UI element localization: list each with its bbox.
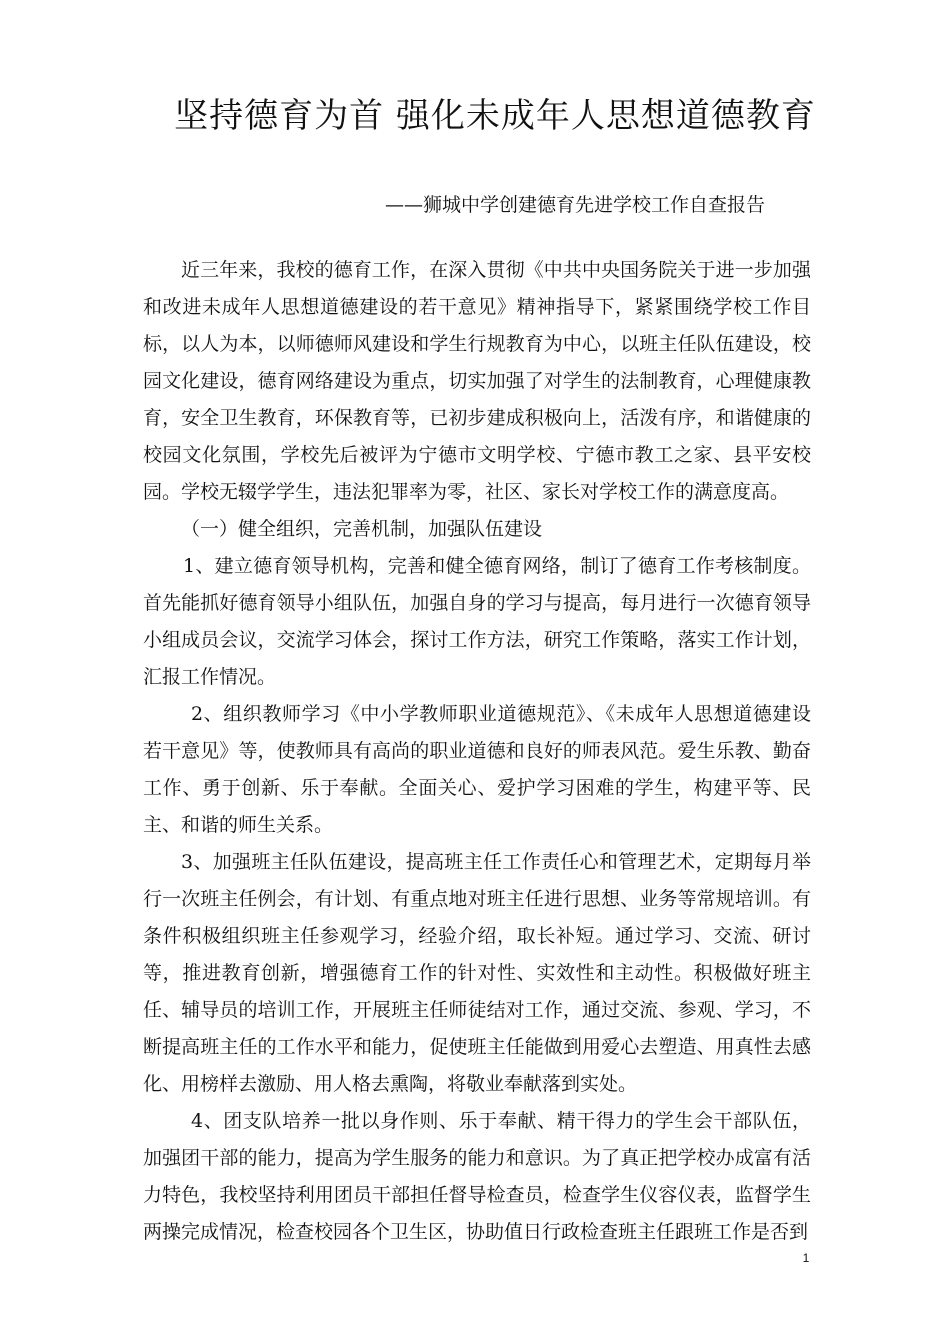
paragraph-item-1: 1、建立德育领导机构，完善和健全德育网络，制订了德育工作考核制度。首先能抓好德育领导小组队伍，加强自身的学习与提高，每月进行一次德育领导小组成员会议，交流学习体会，探讨工作方法，研究工作策略，落实工作计划，汇报工作情况。 [143,555,811,688]
document-subtitle: ——狮城中学创建德育先进学校工作自查报告 [385,194,766,216]
document-body [143,252,811,1251]
paragraph-item-2: 2、组织教师学习《中小学教师职业道德规范》、《未成年人思想道德建设若干意见》等，使教师具有高尚的职业道德和良好的师表风范。爱生乐教、勤奋工作、勇于创新、乐于奉献。全面关心、爱护学习困难的学生，构建平等、民主、和谐的师生关系。 [143,703,811,836]
document-title: 坚持德育为首 强化未成年人思想道德教育 [174,96,816,136]
section-heading-1: （一）健全组织，完善机制，加强队伍建设 [181,518,543,540]
paragraph-item-3: 3、加强班主任队伍建设，提高班主任工作责任心和管理艺术，定期每月举行一次班主任例会，有计划、有重点地对班主任进行思想、业务等常规培训。有条件积极组织班主任参观学习，经验介绍，取长补短。通过学习、交流、研讨等，推进教育创新，增强德育工作的针对性、实效性和主动性。积极做好班主任、辅导员的培训工作，开展班主任师徒结对工作，通过交流、参观、学习，不断提高班主任的工作水平和能力，促使班主任能做到用爱心去塑造、用真性去感化、用榜样去激励、用人格去熏陶，将敬业奉献落到实处。 [143,851,811,1095]
paragraph-item-4: 4、团支队培养一批以身作则、乐于奉献、精干得力的学生会干部队伍，加强团干部的能力，提高为学生服务的能力和意识。为了真正把学校办成富有活力特色，我校坚持利用团员干部担任督导检查员，检查学生仪容仪表，监督学生两操完成情况，检查校园各个卫生区，协助值日行政检查班主任跟班工作是否到 [143,1110,811,1243]
paragraph-intro: 近三年来，我校的德育工作，在深入贯彻《中共中央国务院关于进一步加强和改进未成年人思想道德建设的若干意见》精神指导下，紧紧围绕学校工作目标，以人为本，以师德师风建设和学生行规教育为中心，以班主任队伍建设，校园文化建设，德育网络建设为重点，切实加强了对学生的法制教育，心理健康教育，安全卫生教育，环保教育等，已初步建成积极向上，活泼有序，和谐健康的校园文化氛围，学校先后被评为宁德市文明学校、宁德市教工之家、县平安校园。学校无辍学学生，违法犯罪率为零，社区、家长对学校工作的满意度高。 [143,259,811,503]
page-number: 1 [802,1251,810,1265]
